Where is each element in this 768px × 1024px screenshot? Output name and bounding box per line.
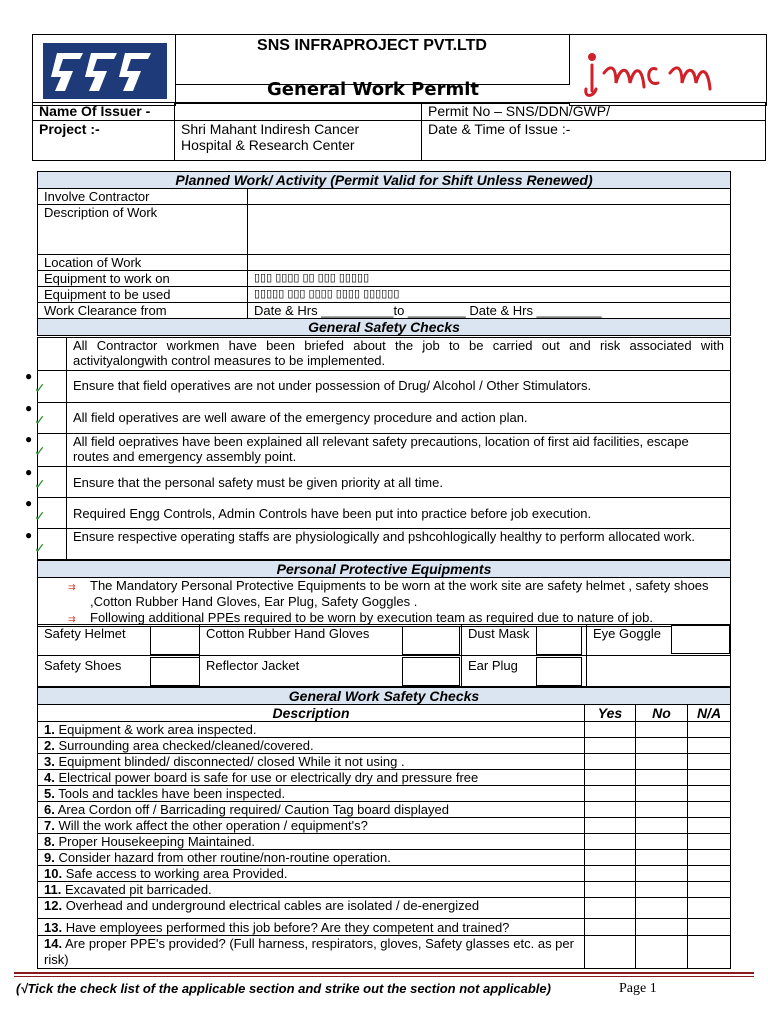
work-item [38, 850, 585, 866]
item-num: 10. [44, 866, 63, 881]
footer-rule-thin [14, 976, 754, 977]
yes-cell[interactable] [585, 802, 636, 818]
ppe-checkbox[interactable] [150, 626, 200, 655]
item-text: Surrounding area checked/cleaned/covered. [54, 738, 314, 753]
na-cell[interactable] [688, 754, 731, 770]
ppe-table [37, 560, 731, 627]
checkmark-icon: ✓ [34, 540, 46, 556]
yes-cell[interactable] [585, 834, 636, 850]
checkmark-icon: ✓ [34, 476, 46, 492]
work-item [38, 786, 585, 802]
ppe-checkbox[interactable] [536, 657, 582, 686]
project-label: Project :- [33, 121, 175, 161]
safety-item: Required Engg Controls, Admin Controls have been put into practice before job execution. [67, 498, 731, 529]
project-value [175, 121, 422, 161]
ppe-checkbox[interactable] [671, 625, 730, 654]
no-cell[interactable] [636, 936, 688, 969]
arrow-icon: ⇉ [68, 614, 76, 624]
no-cell[interactable] [636, 882, 688, 898]
bullet-icon: ● [25, 496, 33, 510]
item-text: Equipment & work area inspected. [54, 722, 257, 737]
na-cell[interactable] [688, 919, 731, 936]
planned-row-value[interactable]: ▯▯▯▯▯ ▯▯▯ ▯▯▯▯ ▯▯▯▯ ▯▯▯▯▯▯ [248, 287, 731, 303]
work-item [38, 722, 585, 738]
planned-row-value[interactable] [248, 205, 731, 255]
na-cell[interactable] [688, 866, 731, 882]
safety-item: All field operatives are well aware of the emergency procedure and action plan. [67, 403, 731, 434]
work-item [38, 738, 585, 754]
bullet-icon: ● [25, 528, 33, 542]
no-cell[interactable] [636, 802, 688, 818]
bullet-icon: ● [25, 465, 33, 479]
project-line-2: Hospital & Research Center [181, 137, 355, 153]
item-num: 9. [44, 850, 55, 865]
safety-checks-list [37, 337, 731, 560]
no-cell[interactable] [636, 850, 688, 866]
na-cell[interactable] [688, 882, 731, 898]
item-text: Excavated pit barricaded. [61, 882, 212, 897]
checkmark-icon: ✓ [34, 380, 46, 396]
planned-row-value[interactable] [248, 189, 731, 205]
yes-cell[interactable] [585, 722, 636, 738]
item-num: 4. [44, 770, 55, 785]
title-cell [175, 79, 570, 104]
yes-cell[interactable] [585, 770, 636, 786]
yes-cell[interactable] [585, 818, 636, 834]
work-item [38, 818, 585, 834]
item-text: Equipment blinded/ disconnected/ closed While it not using . [54, 754, 405, 769]
permit-title: General Work Permit [267, 79, 479, 100]
item-text: Proper Housekeeping Maintained. [54, 834, 256, 849]
work-item [38, 898, 585, 919]
planned-row-label: Description of Work [38, 205, 248, 255]
na-cell[interactable] [688, 818, 731, 834]
no-cell[interactable] [636, 738, 688, 754]
item-text: Have employees performed this job before? Are they competent and trained? [62, 920, 510, 935]
col-yes: Yes [585, 705, 636, 722]
na-cell[interactable] [688, 834, 731, 850]
no-cell[interactable] [636, 919, 688, 936]
yes-cell[interactable] [585, 882, 636, 898]
na-cell[interactable] [688, 770, 731, 786]
yes-cell[interactable] [585, 919, 636, 936]
ppe-empty [587, 656, 731, 687]
work-item [38, 754, 585, 770]
item-num: 6. [44, 802, 55, 817]
checkmark-icon: ✓ [34, 508, 46, 524]
yes-cell[interactable] [585, 936, 636, 969]
company-name-cell [175, 34, 569, 85]
item-num: 14. [44, 936, 63, 951]
check-box[interactable] [38, 338, 67, 371]
planned-row-value[interactable]: Date & Hrs __________to ________ Date & Hrs _________ [248, 303, 731, 319]
yes-cell[interactable] [585, 898, 636, 919]
ppe-label: Cotton Rubber Hand Gloves [200, 625, 462, 656]
item-num: 2. [44, 738, 55, 753]
bullet-icon: ● [25, 401, 33, 415]
no-cell[interactable] [636, 786, 688, 802]
ppe-label: Ear Plug [462, 656, 587, 687]
item-text: Consider hazard from other routine/non-routine operation. [54, 850, 391, 865]
ppe-label: Eye Goggle [587, 625, 731, 656]
work-item [38, 834, 585, 850]
company-name: SNS INFRAPROJECT PVT.LTD [257, 37, 487, 54]
item-num: 12. [44, 898, 63, 913]
item-num: 7. [44, 818, 55, 833]
ppe-title: Personal Protective Equipments [38, 561, 731, 578]
col-na: N/A [688, 705, 731, 722]
issuer-table [32, 102, 766, 162]
planned-row-label: Involve Contractor [38, 189, 248, 205]
na-cell[interactable] [688, 722, 731, 738]
work-item [38, 936, 585, 969]
safety-item: Ensure that the personal safety must be given priority at all time. [67, 467, 731, 498]
work-item [38, 866, 585, 882]
checkmark-icon: ✓ [34, 443, 46, 459]
na-cell[interactable] [688, 738, 731, 754]
item-text: Will the work affect the other operation / equipment's? [54, 818, 368, 833]
bullet-icon: ● [25, 432, 33, 446]
ppe-checkbox[interactable] [402, 657, 460, 686]
ppe-label: Reflector Jacket [200, 656, 462, 687]
issuer-value[interactable] [175, 103, 422, 121]
planned-work-table [37, 171, 731, 336]
bullet-icon: ● [25, 369, 33, 383]
safety-item: All field oepratives have been explained all relevant safety precautions, location of first aid facilities, escape routes and emergency assembly point. [67, 434, 731, 467]
client-logo-icon [580, 43, 720, 98]
safety-item: All Contractor workmen have been briefed about the job to be carried out and risk associated with activityalongwith control measures to be implemented. [67, 338, 731, 371]
na-cell[interactable] [688, 786, 731, 802]
no-cell[interactable] [636, 834, 688, 850]
checkmark-icon: ✓ [34, 412, 46, 428]
item-text: Are proper PPE's provided? (Full harness, respirators, gloves, Safety glasses etc. as per risk) [44, 936, 574, 967]
planned-work-title: Planned Work/ Activity (Permit Valid for Shift Unless Renewed) [38, 172, 731, 189]
ppe-note-1: The Mandatory Personal Protective Equipments to be worn at the work site are safety helmet , safety shoes ,Cotton Rubber Hand Gloves, Ear Plug, Safety Goggles . [90, 578, 709, 609]
page-number: Page 1 [619, 981, 657, 996]
ppe-notes [38, 578, 731, 627]
planned-row-label: Location of Work [38, 255, 248, 271]
item-num: 1. [44, 722, 55, 737]
company-logo-cell [32, 34, 176, 106]
permit-no: Permit No – SNS/DDN/GWP/ [422, 103, 766, 121]
no-cell[interactable] [636, 754, 688, 770]
project-line-1: Shri Mahant Indiresh Cancer [181, 121, 360, 137]
col-description: Description [38, 705, 585, 722]
company-logo-icon [43, 43, 167, 99]
item-text: Tools and tackles have been inspected. [54, 786, 286, 801]
ppe-grid [37, 624, 731, 687]
ppe-checkbox[interactable] [402, 626, 460, 655]
yes-cell[interactable] [585, 866, 636, 882]
footer-rule [14, 972, 754, 974]
planned-row-label: Work Clearance from [38, 303, 248, 319]
planned-row-value[interactable] [248, 255, 731, 271]
item-num: 11. [44, 882, 62, 897]
ppe-label: Safety Shoes [38, 656, 200, 687]
yes-cell[interactable] [585, 850, 636, 866]
ppe-checkbox[interactable] [536, 626, 582, 655]
work-item [38, 919, 585, 936]
ppe-note-2: Following additional PPEs required to be worn by execution team as required due to nature of job. [90, 610, 653, 625]
no-cell[interactable] [636, 722, 688, 738]
no-cell[interactable] [636, 818, 688, 834]
no-cell[interactable] [636, 770, 688, 786]
ppe-label: Dust Mask [462, 625, 587, 656]
arrow-icon: ⇉ [68, 582, 76, 592]
work-item [38, 770, 585, 786]
planned-row-label: Equipment to be used [38, 287, 248, 303]
na-cell[interactable] [688, 802, 731, 818]
safety-item: Ensure that field operatives are not under possession of Drug/ Alcohol / Other Stimulators. [67, 371, 731, 403]
ppe-label: Safety Helmet [38, 625, 200, 656]
col-no: No [636, 705, 688, 722]
item-text: Electrical power board is safe for use or electrically dry and pressure free [54, 770, 479, 785]
ppe-checkbox[interactable] [150, 657, 200, 686]
no-cell[interactable] [636, 866, 688, 882]
work-checks-table [37, 687, 731, 969]
footer-note: (√Tick the check list of the applicable section and strike out the section not applicable) [16, 981, 551, 996]
safety-checks-title: General Safety Checks [38, 319, 731, 336]
item-text: Overhead and underground electrical cables are isolated / de-energized [62, 898, 480, 913]
safety-item: Ensure respective operating staffs are physiologically and pshcohlogically healthy to perform allocated work. [67, 529, 731, 560]
na-cell[interactable] [688, 898, 731, 919]
yes-cell[interactable] [585, 786, 636, 802]
date-time-issue: Date & Time of Issue :- [422, 121, 766, 161]
work-item [38, 882, 585, 898]
item-text: Safe access to working area Provided. [62, 866, 288, 881]
item-num: 8. [44, 834, 55, 849]
yes-cell[interactable] [585, 754, 636, 770]
planned-row-label: Equipment to work on [38, 271, 248, 287]
item-text: Area Cordon off / Barricading required/ Caution Tag board displayed [54, 802, 449, 817]
permit-header [32, 34, 766, 162]
issuer-label: Name Of Issuer - [33, 103, 175, 121]
na-cell[interactable] [688, 936, 731, 969]
no-cell[interactable] [636, 898, 688, 919]
work-checks-title: General Work Safety Checks [38, 688, 731, 705]
yes-cell[interactable] [585, 738, 636, 754]
item-num: 3. [44, 754, 55, 769]
client-logo-cell [569, 34, 767, 106]
item-num: 13. [44, 920, 63, 935]
na-cell[interactable] [688, 850, 731, 866]
work-item [38, 802, 585, 818]
item-num: 5. [44, 786, 55, 801]
planned-row-value[interactable]: ▯▯▯ ▯▯▯▯ ▯▯ ▯▯▯ ▯▯▯▯▯ [248, 271, 731, 287]
